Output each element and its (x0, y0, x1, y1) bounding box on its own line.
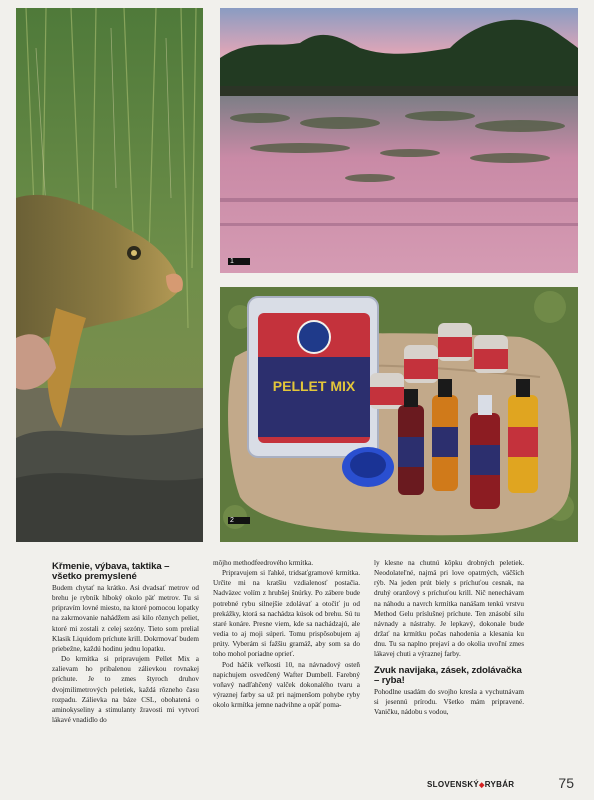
brand-right: RYBÁR (484, 780, 515, 789)
fish-logo-icon: ◆ (479, 782, 485, 789)
photo-number-2: 2 (228, 517, 250, 524)
page-number: 75 (558, 775, 574, 791)
article-column-1 (52, 558, 199, 725)
article-column-2 (213, 558, 360, 710)
section-heading-1: Křmenie, výbava, taktika – všetko premyslené (52, 561, 170, 582)
lake-photo (220, 8, 578, 273)
paragraph: Pripravujem si ľahké, tridsaťgramové krmítka. Určite mi na kratšiu vzdialenosť postačia. Nadväzec volím z hrubšej šnúrky. Po zábere bude potrebné rybu silnejšie zdolávať a otočiť ju od prekážky, ktorá sa nachádza kúsok od brehu. Sú tu staré konáre. Presne viem, kde sa nachádzajú, ale vedia to aj moji súperi. Tomu prispôsobujem aj prúty. Vyberám si fažšiu gramáž, aby som sa do toho mohol poriadne oprieť. (213, 569, 360, 659)
brand-left: SLOVENSKÝ (427, 780, 480, 789)
page-footer (427, 775, 577, 793)
carp-photo (16, 8, 203, 542)
paragraph: Do krmítka si pripravujem Pellet Mix a zalievam ho pribalenou zálievkou rovnakej príchute. Je to zmes štyroch druhov dvojmilimetrových peletiek, každá rôzneho času rozpadu. Zálievka na báze CSL, obohatená o aminokyseliny a stimulanty žravosti mi vytvorí lákavé vnadidlo do (52, 655, 199, 725)
magazine-brand (427, 780, 514, 789)
paragraph: Budem chytať na krátko. Asi dvadsať metrov od brehu je rybník hlboký okolo päť metrov. Tu si pripravím lovné miesto, na ktoré pomocou lopatky na zakrmovanie nahádžem asi kilo rôznych peliet, ktoré mi zostali z celej sezóny. Tieto som prelial Klasik Liquidom príchute krill. Dokrmovať budem priebežne, každú hodinu jednu lopatku. (52, 584, 199, 653)
paragraph: môjho methodfeedrového krmítka. (213, 559, 314, 567)
paragraph: Pohodlne usadám do svojho kresla a vychutnávam si jesennú prírodu. Všetko mám pripravené. Vaničku, nádobu s vodou, (374, 687, 524, 716)
paragraph: Pod háčik veľkosti 10, na návnadový osteň napichujem osvedčený Wafter Dumbell. Farebný voňavý nadľahčený valček dokonalého tvaru a výraznej farby sa už pri najmenšom pohybe ryby okolo krmítka jemne nadvihne a opäť poma- (213, 660, 360, 710)
bait-photo (220, 287, 578, 542)
paragraph: ly klesne na chutnú kôpku drobných peletiek. Neodolateľné, najmä pri love opatrných, väčších rýb. Na jeden prút biely s príchuťou cesnak, na druhý oranžový s príchuťou krill. Nič nenechávam na náhodu a navrch krmítka nanášam tenkú vrstvu Method Gelu príslušnej príchute. Ten znásobí silu návnady a nástrahy. Je lepkavý, dokonale bude držať na krmítku počas nahodenia a klesania ku dnu. Tu sa naplno prejaví a do okolia uvoľní zmes lákavej chuti a výraznej farby. (374, 559, 524, 659)
photo-number-1: 1 (228, 258, 250, 265)
section-heading-2: Zvuk navijaka, zásek, zdolávačka – ryba! (374, 664, 522, 686)
pellet-mix-label: PELLET MIX (272, 378, 356, 394)
article-column-3 (374, 558, 524, 717)
